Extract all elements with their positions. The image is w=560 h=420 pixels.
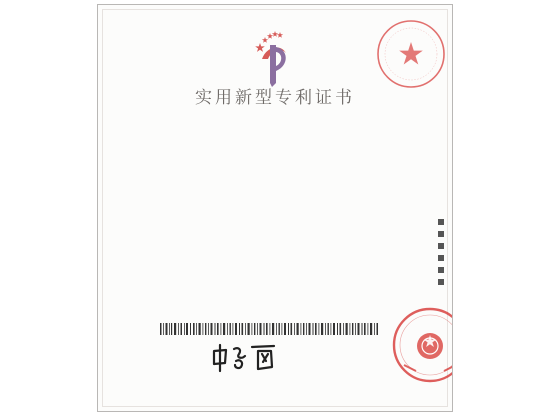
field-row [160,195,164,202]
margin-marks [436,219,446,289]
official-seal-bottom [390,305,453,385]
certificate-sheet [97,4,453,412]
field-row [160,239,164,246]
handwritten-signature [208,341,288,373]
official-seal-top [374,17,448,91]
field-row [160,123,164,130]
patent-emblem-icon [250,17,296,91]
field-row [160,147,164,154]
field-row [160,171,164,178]
barcode-icon [160,323,378,335]
certificate-title: 实用新型专利证书 [195,88,355,108]
field-row [160,217,164,224]
